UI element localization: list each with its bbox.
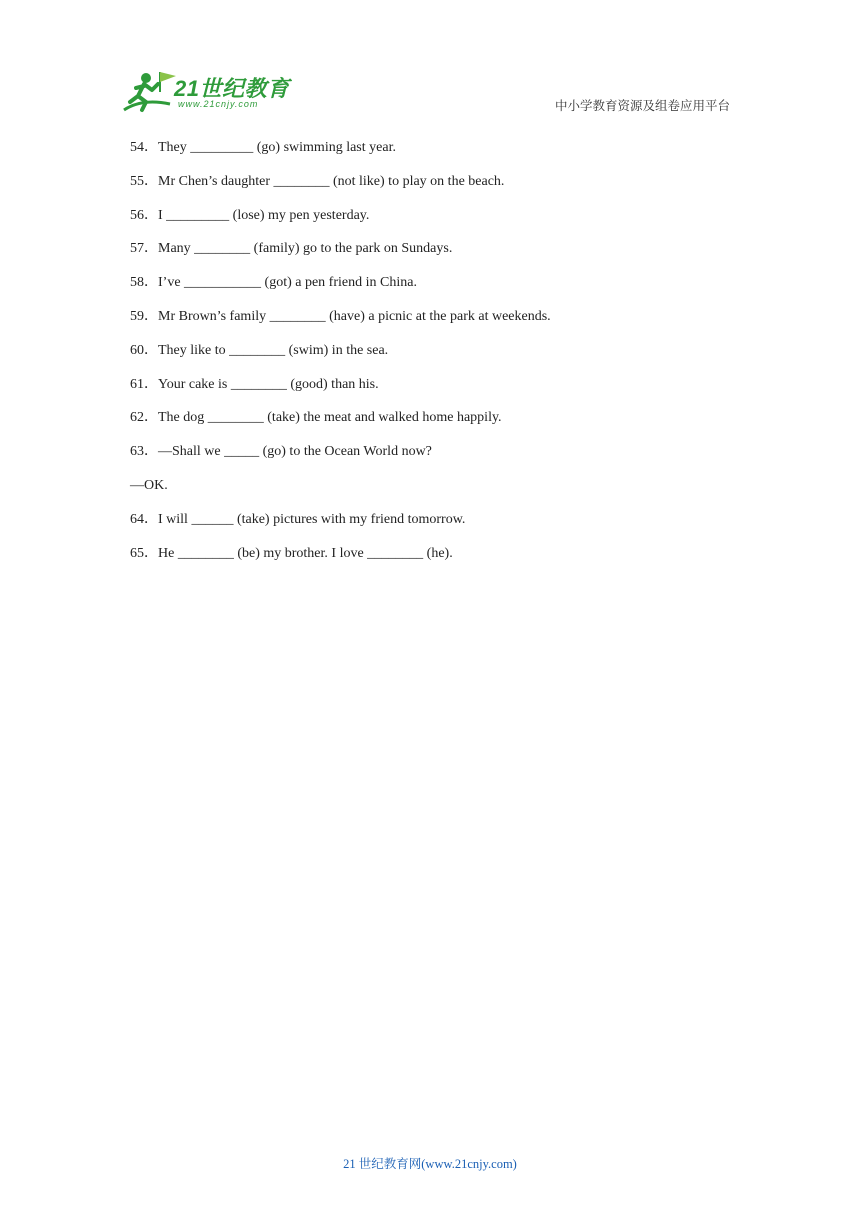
question-item: 56．I _________ (lose) my pen yesterday. [130, 207, 370, 223]
question-item: 62．The dog ________ (take) the meat and walked home happily. [130, 410, 502, 426]
question-item: 55．Mr Chen’s daughter ________ (not like) to play on the beach. [130, 173, 505, 189]
question-item: 60．They like to ________ (swim) in the sea. [130, 342, 389, 358]
logo-subtext: www.21cnjy.com [178, 99, 259, 109]
question-item: 58．I’ve ___________ (got) a pen friend in China. [130, 275, 417, 291]
header-platform-title: 中小学教育资源及组卷应用平台 [554, 99, 730, 113]
logo-text: 21世纪教育 [174, 76, 290, 101]
question-item: 61．Your cake is ________ (good) than his. [130, 376, 379, 392]
question-item: 57．Many ________ (family) go to the park on Sundays. [130, 241, 453, 257]
question-item: 63．—Shall we _____ (go) to the Ocean World now? [130, 444, 432, 460]
site-logo [122, 68, 292, 116]
question-list [130, 138, 750, 577]
question-item: 64．I will ______ (take) pictures with my friend tomorrow. [130, 511, 466, 527]
page-header [0, 0, 860, 120]
question-item: 65．He ________ (be) my brother. I love ________ (he). [130, 545, 453, 561]
runner-flag-icon [122, 68, 178, 116]
question-item: 54．They _________ (go) swimming last year. [130, 140, 396, 155]
answer-line: —OK. [130, 477, 168, 493]
page-footer: 21 世纪教育网(www.21cnjy.com) [343, 1157, 517, 1171]
question-item: 59．Mr Brown’s family ________ (have) a picnic at the park at weekends. [130, 308, 551, 324]
